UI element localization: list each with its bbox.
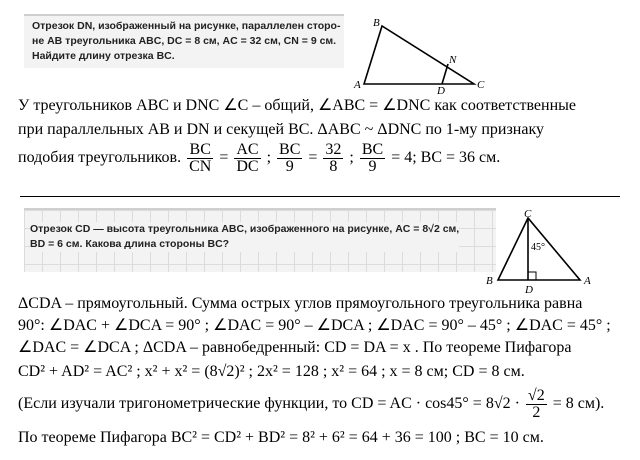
problem1-text	[32, 19, 340, 64]
label-b: B	[373, 17, 380, 29]
solution2-line-2: 90°: ∠DAC + ∠DCA = 90° ; ∠DAC = 90° – ∠DCA ; ∠DAC = 90° – 45° ; ∠DAC = 45° ;	[18, 317, 611, 334]
fraction-bc-cn: $\frac{BC}{CN}$	[189, 140, 212, 175]
solution2-line-6: По теореме Пифагора BC² = CD² + BD² = 8² + 6² = 64 + 36 = 100 ; BC = 10 см.	[18, 429, 544, 446]
problem2-line-2: BD = 6 см. Какова длина стороны BC?	[30, 238, 230, 250]
label-d: D	[437, 85, 445, 94]
label-c: C	[524, 208, 532, 220]
solution2-line-1: ΔCDA – прямоугольный. Сумма острых углов прямоугольного треугольника равна	[18, 295, 583, 312]
segment-dn	[442, 64, 448, 84]
problem1-line-2: не AB треугольника ABC, DC = 8 см, AC = 32 см, CN = 9 см.	[32, 35, 337, 47]
right-angle-mark	[528, 272, 536, 280]
problem1-triangle-figure	[350, 14, 490, 94]
solution2-trig-result: = 8 см).	[552, 395, 605, 412]
fraction-32-8: $\frac{32}{8}$	[325, 140, 342, 175]
label-n: N	[449, 54, 457, 66]
label-d: D	[525, 284, 533, 296]
semicolon: ;	[349, 149, 354, 166]
problem1-statement	[24, 14, 344, 68]
label-a: A	[354, 79, 361, 91]
solution1-line-3	[18, 140, 500, 176]
solution2-line-5	[18, 386, 604, 422]
problem1-line-1: Отрезок DN, изображенный на рисунке, параллелен сторо-	[32, 20, 341, 32]
problem1-line-3: Найдите длину отрезка BC.	[32, 50, 175, 62]
solution2-trig-text: (Если изучали тригонометрические функции, то CD = AC · cos45° = 8√2 ·	[18, 395, 520, 412]
triangle-abc	[364, 26, 474, 84]
fraction-sqrt2-2: $\frac{√2}{2}$	[527, 386, 545, 421]
semicolon: ;	[266, 149, 272, 166]
solution2-line-4: CD² + AD² = AC² ; x² + x² = (8√2)² ; 2x² = 128 ; x² = 64 ; x = 8 см; CD = 8 см.	[18, 363, 525, 380]
problem2-text	[30, 222, 459, 252]
fraction-ac-dc: $\frac{AC}{DC}$	[236, 140, 259, 175]
label-a: A	[584, 275, 591, 287]
divider	[20, 196, 620, 197]
solution1-result: = 4; BC = 36 см.	[391, 149, 501, 166]
fraction-bc-9-second: $\frac{BC}{9}$	[361, 140, 384, 175]
label-c: C	[477, 79, 485, 91]
solution1-line-2: при параллельных AB и DN и секущей BC. ΔABC ~ ΔDNC по 1-му признаку	[18, 121, 545, 138]
label-angle-45: 45°	[531, 242, 545, 253]
equals-sign: =	[308, 149, 318, 166]
solution1-line-1: У треугольников ABC и DNC ∠C – общий, ∠ABC = ∠DNC как соответственные	[18, 97, 576, 114]
solution2-line-3: ∠DAC = ∠DCA ; ΔCDA – равнобедренный: CD = DA = x . По теореме Пифагора	[18, 339, 572, 356]
solution1-text: подобия треугольников.	[18, 149, 182, 166]
problem2-statement	[24, 208, 496, 272]
problem2-triangle-figure	[480, 208, 610, 298]
equals-sign: =	[219, 149, 229, 166]
problem2-line-1: Отрезок CD — высота треугольника ABC, изображенного на рисунке, AC = 8√2 см,	[30, 223, 460, 235]
fraction-bc-9: $\frac{BC}{9}$	[279, 140, 301, 175]
label-b: B	[486, 275, 493, 287]
